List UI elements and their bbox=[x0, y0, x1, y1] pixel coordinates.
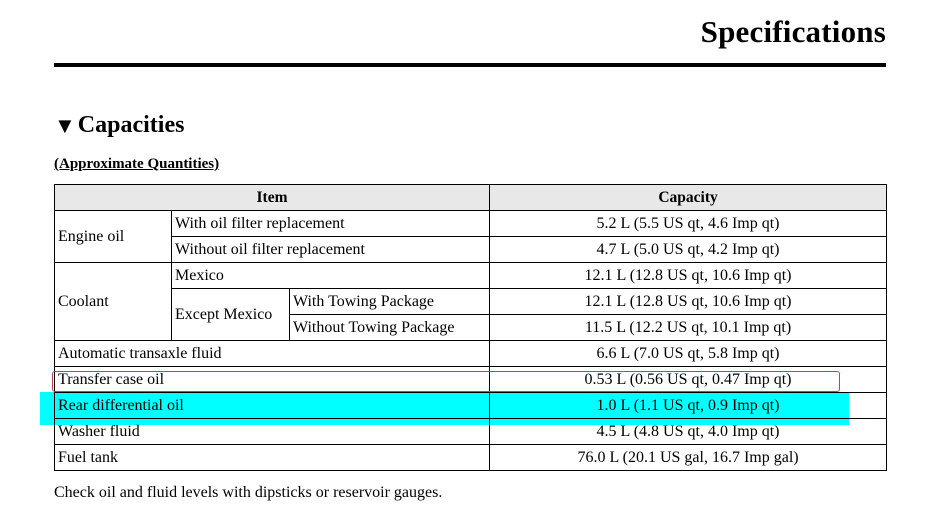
row-outline-box bbox=[52, 371, 840, 392]
capacity-cell: 12.1 L (12.8 US qt, 10.6 Imp qt) bbox=[490, 289, 887, 315]
section-subheading: (Approximate Quantities) bbox=[54, 156, 220, 172]
page-title: Specifications bbox=[700, 14, 886, 49]
table-row bbox=[55, 341, 887, 367]
item-coolant: Coolant bbox=[55, 263, 172, 341]
item-engine-oil: Engine oil bbox=[55, 211, 172, 263]
capacity-cell: 6.6 L (7.0 US qt, 5.8 Imp qt) bbox=[490, 341, 887, 367]
title-divider bbox=[54, 63, 886, 67]
section-heading bbox=[54, 112, 184, 139]
sub-item: With oil filter replacement bbox=[172, 211, 490, 237]
sub-sub-item: With Towing Package bbox=[290, 289, 490, 315]
table-row bbox=[55, 263, 887, 289]
capacity-cell: 4.7 L (5.0 US qt, 4.2 Imp qt) bbox=[490, 237, 887, 263]
sub-sub-item: Without Towing Package bbox=[290, 315, 490, 341]
table-row bbox=[55, 445, 887, 471]
table-row-highlighted bbox=[55, 393, 887, 419]
item-cell: Rear differential oil bbox=[55, 393, 490, 419]
capacity-cell: 12.1 L (12.8 US qt, 10.6 Imp qt) bbox=[490, 263, 887, 289]
sub-item: Mexico bbox=[172, 263, 490, 289]
capacity-cell: 0.53 L (0.56 US qt, 0.47 Imp qt) bbox=[490, 367, 887, 393]
section-heading-text: Capacities bbox=[77, 112, 185, 138]
table-row bbox=[55, 289, 887, 315]
sub-item-except-mexico: Except Mexico bbox=[172, 289, 290, 341]
capacity-cell: 76.0 L (20.1 US gal, 16.7 Imp gal) bbox=[490, 445, 887, 471]
item-cell: Transfer case oil bbox=[55, 367, 490, 393]
table-row bbox=[55, 211, 887, 237]
item-cell: Fuel tank bbox=[55, 445, 490, 471]
item-cell: Washer fluid bbox=[55, 419, 490, 445]
capacity-cell: 1.0 L (1.1 US qt, 0.9 Imp qt) bbox=[490, 393, 887, 419]
down-triangle-icon: ▼ bbox=[54, 112, 76, 138]
capacities-table bbox=[54, 184, 887, 471]
footer-note: Check oil and fluid levels with dipsticks or reservoir gauges. bbox=[54, 484, 443, 501]
table-row bbox=[55, 419, 887, 445]
capacity-cell: 11.5 L (12.2 US qt, 10.1 Imp qt) bbox=[490, 315, 887, 341]
header-item: Item bbox=[55, 185, 490, 211]
table-row bbox=[55, 237, 887, 263]
table-header-row bbox=[55, 185, 887, 211]
capacity-cell: 5.2 L (5.5 US qt, 4.6 Imp qt) bbox=[490, 211, 887, 237]
header-capacity: Capacity bbox=[490, 185, 887, 211]
sub-item: Without oil filter replacement bbox=[172, 237, 490, 263]
capacity-cell: 4.5 L (4.8 US qt, 4.0 Imp qt) bbox=[490, 419, 887, 445]
item-cell: Automatic transaxle fluid bbox=[55, 341, 490, 367]
